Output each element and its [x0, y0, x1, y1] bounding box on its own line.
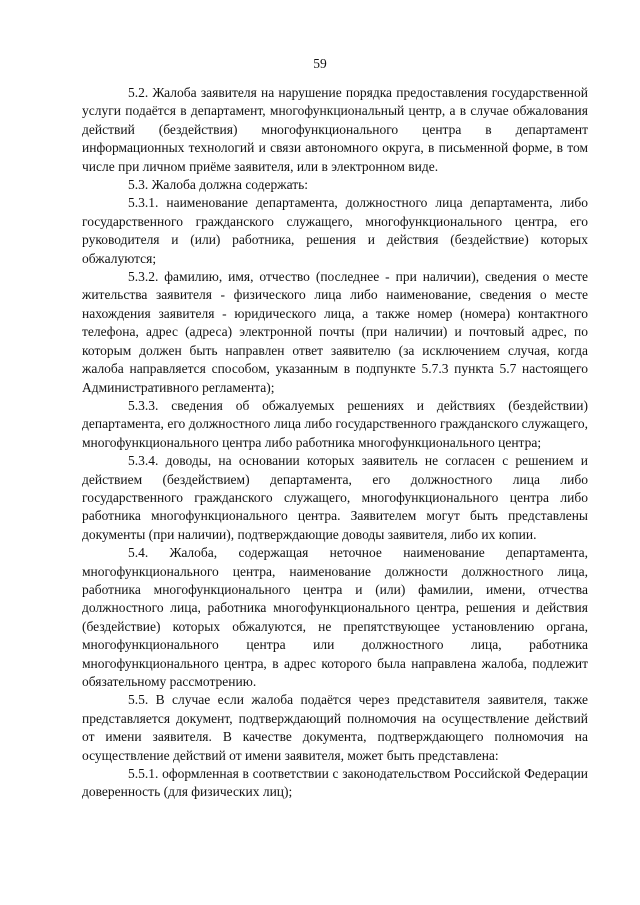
document-body	[82, 84, 588, 802]
paragraph-5-5: 5.5. В случае если жалоба подаётся через представителя заявителя, также представляется документ, подтверждающий полномочия на осуществление действий от имени заявителя. В качестве документа, подтверждающего полномочия на осуществление действий от имени заявителя, может быть представлена:	[82, 692, 588, 763]
paragraph-5-3-1: 5.3.1. наименование департамента, должностного лица департамента, либо государственного гражданского служащего, многофункционального центра, его руководителя и (или) работника, решения и действия (бездействие) которых обжалуются;	[82, 195, 588, 266]
paragraph-5-5-1: 5.5.1. оформленная в соответствии с законодательством Российской Федерации доверенность (для физических лиц);	[82, 766, 588, 800]
paragraph-5-4: 5.4. Жалоба, содержащая неточное наименование департамента, многофункционального центра, наименование должности должностного лица, работника многофункционального центра и (или) фамилии, имени, отчества должностного лица, работника многофункционального центра, решения и действия (бездействие) которых обжалуются, не препятствующее установлению органа, многофункционального центра или должностного лица, работника многофункционального центра, в адрес которого была направлена жалоба, подлежит обязательному рассмотрению.	[82, 545, 588, 689]
paragraph-5-3-4: 5.3.4. доводы, на основании которых заявитель не согласен с решением и действием (бездействием) департамента, его должностного лица либо государственного гражданского служащего, многофункционального центра либо работника многофункционального центра. Заявителем могут быть представлены документы (при наличии), подтверждающие доводы заявителя, либо их копии.	[82, 453, 588, 542]
paragraph-5-2: 5.2. Жалоба заявителя на нарушение порядка предоставления государственной услуги подаётся в департамент, многофункциональный центр, а в случае обжалования действий (бездействия) многофункционального центра в департамент информационных технологий и связи автономного округа, в письменной форме, в том числе при личном приёме заявителя, или в электронном виде.	[82, 85, 588, 174]
paragraph-5-3-2: 5.3.2. фамилию, имя, отчество (последнее - при наличии), сведения о месте жительства заявителя - физического лица либо наименование, сведения о месте нахождения заявителя - юридического лица, а также номер (номера) контактного телефона, адрес (адреса) электронной почты (при наличии) и почтовый адрес, по которым должен быть направлен ответ заявителю (за исключением случая, когда жалоба направляется способом, указанным в подпункте 5.7.3 пункта 5.7 настоящего Административного регламента);	[82, 269, 588, 395]
paragraph-5-3-3: 5.3.3. сведения об обжалуемых решениях и действиях (бездействии) департамента, его должностного лица либо государственного гражданского служащего, многофункционального центра либо работника многофункционального центра;	[82, 397, 588, 450]
page-number: 59	[313, 56, 327, 71]
paragraph-5-3: 5.3. Жалоба должна содержать:	[128, 177, 309, 193]
